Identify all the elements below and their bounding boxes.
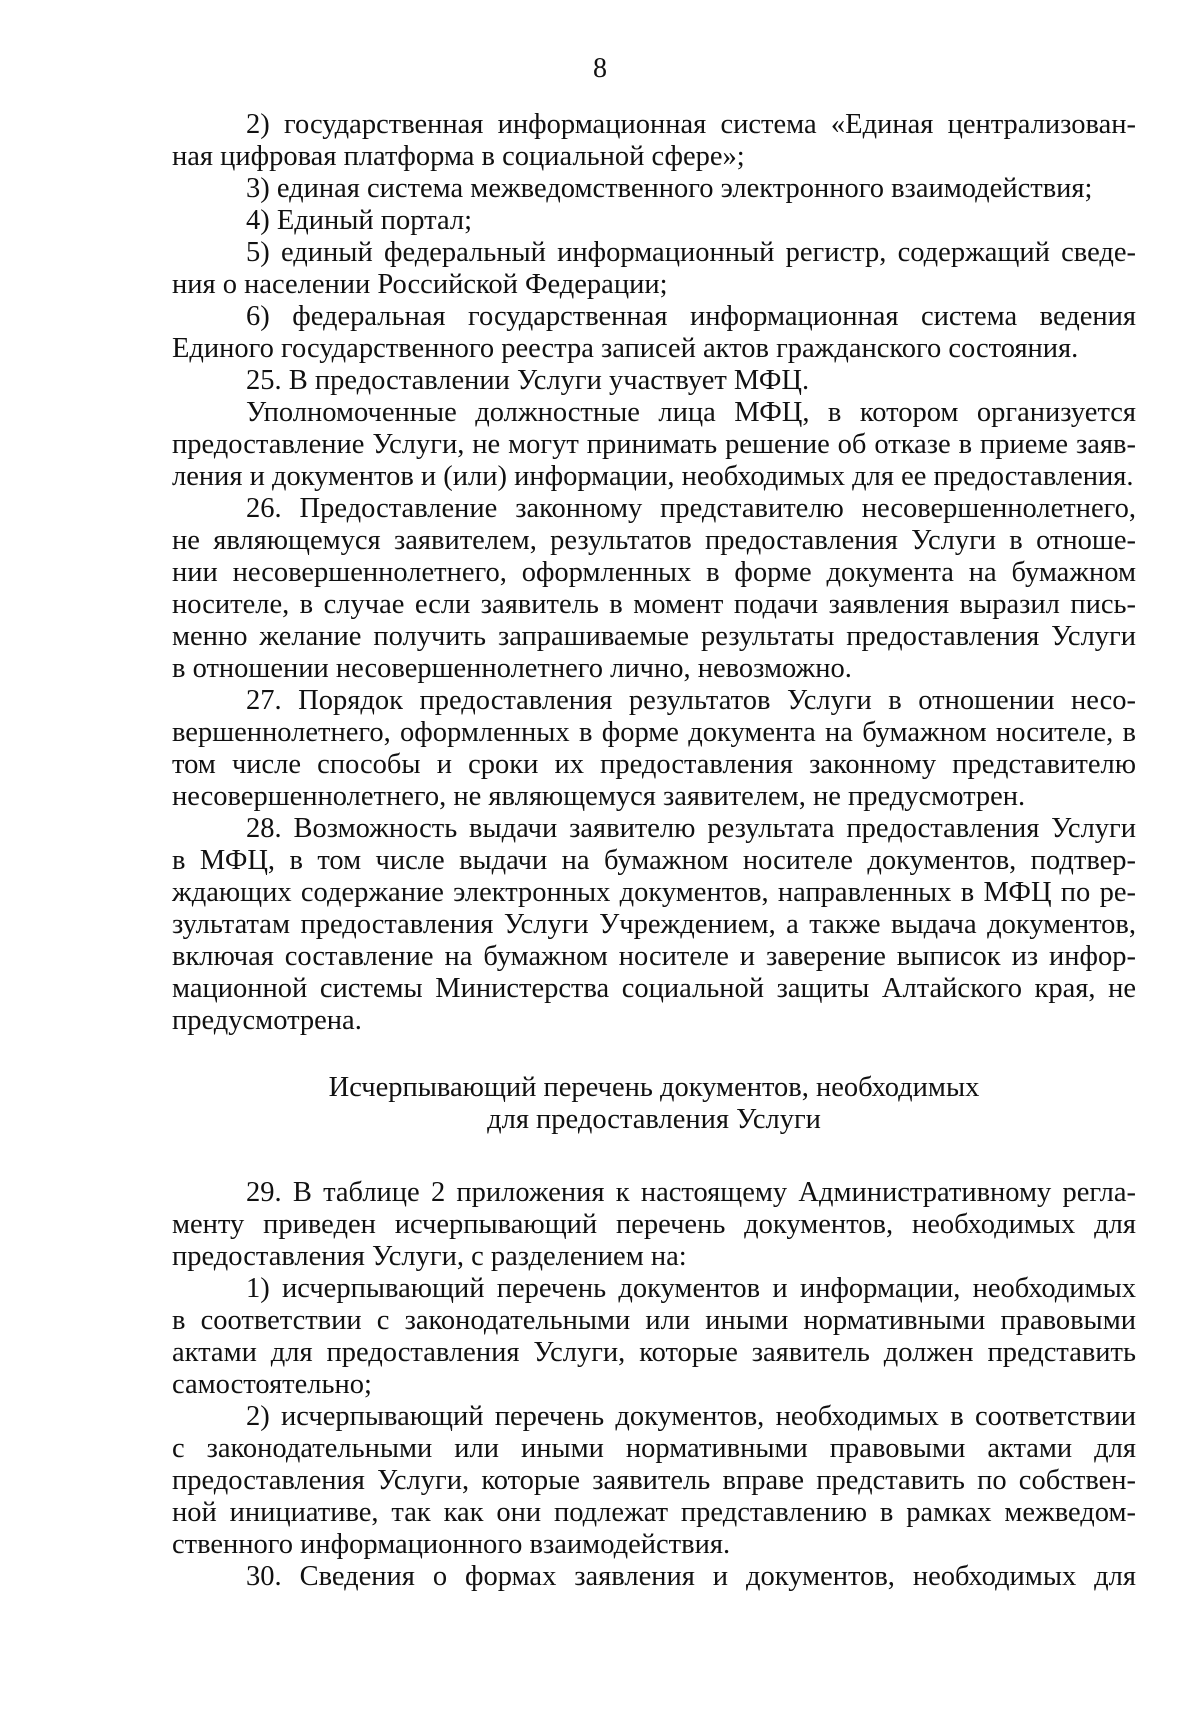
text-line: 3) единая система межведомственного электронного взаимодействия; <box>246 173 1093 204</box>
text-line: 6) федеральная государственная информационная система ведения <box>246 301 1136 332</box>
text-line: том числе способы и сроки их предоставления законному представителю <box>172 749 1136 780</box>
text-line: предоставление Услуги, не могут принимать решение об отказе в приеме заяв- <box>172 429 1136 460</box>
text-line: актами для предоставления Услуги, которые заявитель должен представить <box>172 1337 1136 1368</box>
text-line: ная цифровая платформа в социальной сфере»; <box>172 141 745 172</box>
text-line: зультатам предоставления Услуги Учреждением, а также выдача документов, <box>172 909 1136 940</box>
text-line: в МФЦ, в том числе выдачи на бумажном носителе документов, подтвер- <box>172 845 1136 876</box>
text-line: не являющемуся заявителем, результатов предоставления Услуги в отноше- <box>172 525 1136 556</box>
text-line: в отношении несовершеннолетнего лично, невозможно. <box>172 653 852 684</box>
text-line: Уполномоченные должностные лица МФЦ, в котором организуется <box>246 397 1136 428</box>
text-line: менно желание получить запрашиваемые результаты предоставления Услуги <box>172 621 1136 652</box>
text-line: 28. Возможность выдачи заявителю результата предоставления Услуги <box>246 813 1136 844</box>
text-line: самостоятельно; <box>172 1369 372 1400</box>
text-line: 1) исчерпывающий перечень документов и информации, необходимых <box>246 1273 1136 1304</box>
text-line: мационной системы Министерства социальной защиты Алтайского края, не <box>172 973 1136 1004</box>
text-line: 5) единый федеральный информационный регистр, содержащий сведе- <box>246 237 1136 268</box>
text-line: Единого государственного реестра записей актов гражданского состояния. <box>172 333 1079 364</box>
text-line: 27. Порядок предоставления результатов Услуги в отношении несо- <box>246 685 1136 716</box>
text-line: вершеннолетнего, оформленных в форме документа на бумажном носителе, в <box>172 717 1136 748</box>
text-line: предоставления Услуги, которые заявитель вправе представить по собствен- <box>172 1465 1136 1496</box>
text-line: носителе, в случае если заявитель в момент подачи заявления выразил пись- <box>172 589 1136 620</box>
text-line: 26. Предоставление законному представителю несовершеннолетнего, <box>246 493 1136 524</box>
text-line: нии несовершеннолетнего, оформленных в форме документа на бумажном <box>172 557 1136 588</box>
text-line: предусмотрена. <box>172 1005 362 1036</box>
text-line: 2) государственная информационная система «Единая централизован- <box>246 109 1136 140</box>
page-number: 8 <box>593 53 607 84</box>
text-line: 29. В таблице 2 приложения к настоящему Административному регла- <box>246 1177 1136 1208</box>
text-line: с законодательными или иными нормативными правовыми актами для <box>172 1433 1136 1464</box>
text-line: ждающих содержание электронных документов, направленных в МФЦ по ре- <box>172 877 1136 908</box>
section-heading: Исчерпывающий перечень документов, необходимых <box>328 1072 980 1103</box>
text-line: ственного информационного взаимодействия. <box>172 1529 731 1560</box>
text-line: в соответствии с законодательными или иными нормативными правовыми <box>172 1305 1136 1336</box>
text-line: 4) Единый портал; <box>246 205 473 236</box>
text-line: предоставления Услуги, с разделением на: <box>172 1241 687 1272</box>
text-line: 2) исчерпывающий перечень документов, необходимых в соответствии <box>246 1401 1136 1432</box>
text-line: ления и документов и (или) информации, необходимых для ее предоставления. <box>172 461 1134 492</box>
section-heading: для предоставления Услуги <box>487 1104 821 1135</box>
text-line: 30. Сведения о формах заявления и документов, необходимых для <box>246 1561 1136 1592</box>
text-line: ния о населении Российской Федерации; <box>172 269 668 300</box>
text-line: менту приведен исчерпывающий перечень документов, необходимых для <box>172 1209 1136 1240</box>
text-line: несовершеннолетнего, не являющемуся заявителем, не предусмотрен. <box>172 781 1026 812</box>
text-line: ной инициативе, так как они подлежат представлению в рамках межведом- <box>172 1497 1136 1528</box>
text-line: включая составление на бумажном носителе и заверение выписок из инфор- <box>172 941 1136 972</box>
text-line: 25. В предоставлении Услуги участвует МФЦ. <box>246 365 810 396</box>
